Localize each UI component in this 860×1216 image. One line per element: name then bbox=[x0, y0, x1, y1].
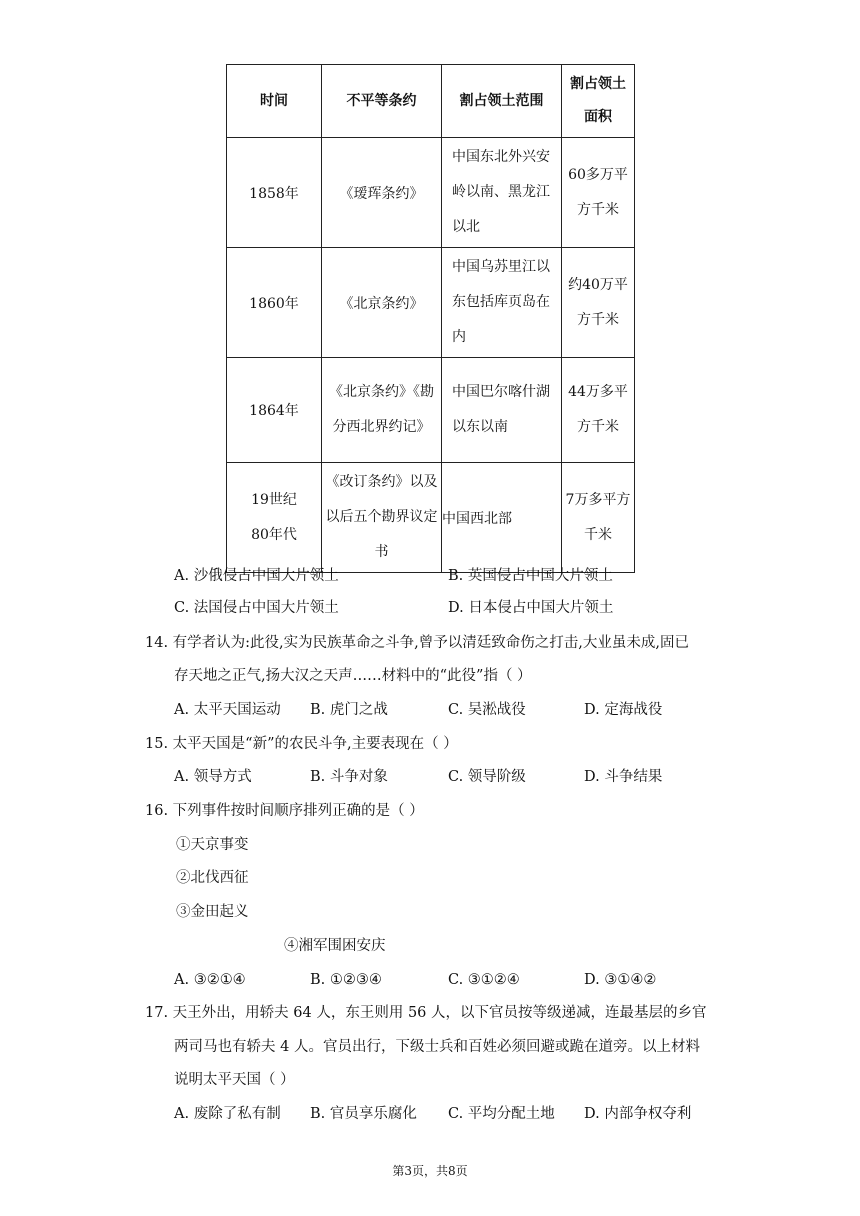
cell-time: 1864年 bbox=[227, 358, 322, 463]
q17-option-a[interactable]: A. 废除了私有制 bbox=[174, 1106, 281, 1122]
cell-treaty-text: 《改订条约》以及以后五个勘界议定书 bbox=[325, 474, 438, 560]
treaty-table bbox=[226, 64, 635, 573]
cell-time: 1860年 bbox=[227, 248, 322, 358]
q15-stem: 15. 太平天国是“新”的农民斗争,主要表现在（ ） bbox=[145, 736, 458, 752]
q17-stem-line1: 17. 天王外出，用轿夫 64 人，东王则用 56 人，以下官员按等级递减，连最基层的乡官 bbox=[145, 1005, 707, 1021]
cell-treaty-text: 《北京条约》《勘分西北界约记》 bbox=[329, 384, 434, 435]
table-header-row bbox=[227, 65, 635, 138]
cell-area bbox=[562, 138, 635, 248]
q17-stem-line3: 说明太平天国（ ） bbox=[174, 1072, 295, 1088]
header-time: 时间 bbox=[227, 65, 322, 138]
q16-item-4: ④湘军围困安庆 bbox=[284, 938, 386, 954]
cell-time-text: 19世纪80年代 bbox=[251, 491, 297, 543]
cell-scope bbox=[442, 248, 562, 358]
cell-area-text: 44万多平方千米 bbox=[568, 384, 628, 435]
q14-option-c[interactable]: C. 吴淞战役 bbox=[448, 702, 526, 718]
q17-option-c[interactable]: C. 平均分配土地 bbox=[448, 1106, 555, 1122]
q15-option-a[interactable]: A. 领导方式 bbox=[174, 769, 252, 785]
q16-option-a[interactable]: A. ③②①④ bbox=[174, 972, 246, 988]
cell-scope: 中国西北部 bbox=[442, 463, 562, 573]
cell-treaty bbox=[322, 463, 442, 573]
cell-time: 1858年 bbox=[227, 138, 322, 248]
cell-scope bbox=[442, 358, 562, 463]
cell-scope bbox=[442, 138, 562, 248]
header-area bbox=[562, 65, 635, 138]
q16-item-2: ②北伐西征 bbox=[176, 870, 249, 886]
q16-option-d[interactable]: D. ③①④② bbox=[584, 972, 657, 988]
cell-time bbox=[227, 463, 322, 573]
q16-stem: 16. 下列事件按时间顺序排列正确的是（ ） bbox=[145, 803, 424, 819]
cell-area-text: 7万多平方千米 bbox=[565, 491, 631, 543]
q16-option-c[interactable]: C. ③①②④ bbox=[448, 972, 520, 988]
cell-scope-text: 中国巴尔喀什湖以东以南 bbox=[452, 384, 550, 435]
q16-option-b[interactable]: B. ①②③④ bbox=[310, 972, 382, 988]
q15-option-c[interactable]: C. 领导阶级 bbox=[448, 769, 526, 785]
q15-option-b[interactable]: B. 斗争对象 bbox=[310, 769, 388, 785]
cell-treaty bbox=[322, 358, 442, 463]
table-row bbox=[227, 358, 635, 463]
header-scope: 割占领土范围 bbox=[442, 65, 562, 138]
q17-option-b[interactable]: B. 官员享乐腐化 bbox=[310, 1106, 417, 1122]
cell-area bbox=[562, 358, 635, 463]
q14-option-b[interactable]: B. 虎门之战 bbox=[310, 702, 388, 718]
cell-area-text: 60多万平方千米 bbox=[568, 166, 628, 218]
cell-area bbox=[562, 248, 635, 358]
q14-stem-line1: 14. 有学者认为:此役,实为民族革命之斗争,曾予以清廷致命伤之打击,大业虽未成,固已 bbox=[145, 635, 689, 651]
q13-option-d[interactable]: D. 日本侵占中国大片领土 bbox=[448, 600, 614, 616]
q13-option-b[interactable]: B. 英国侵占中国大片领土 bbox=[448, 568, 613, 584]
q16-item-1: ①天京事变 bbox=[176, 837, 249, 853]
cell-treaty: 《瑷珲条约》 bbox=[322, 138, 442, 248]
q14-option-a[interactable]: A. 太平天国运动 bbox=[174, 702, 281, 718]
page-number-footer: 第3页，共8页 bbox=[392, 1164, 468, 1178]
q14-option-d[interactable]: D. 定海战役 bbox=[584, 702, 663, 718]
q17-option-d[interactable]: D. 内部争权夺利 bbox=[584, 1106, 692, 1122]
q13-option-a[interactable]: A. 沙俄侵占中国大片领土 bbox=[174, 568, 339, 584]
table-row bbox=[227, 138, 635, 248]
cell-scope-text: 中国东北外兴安岭以南、黑龙江以北 bbox=[452, 149, 550, 235]
q13-option-c[interactable]: C. 法国侵占中国大片领土 bbox=[174, 600, 339, 616]
q15-option-d[interactable]: D. 斗争结果 bbox=[584, 769, 663, 785]
cell-area-text: 约40万平方千米 bbox=[568, 276, 628, 328]
header-treaty: 不平等条约 bbox=[322, 65, 442, 138]
q14-stem-line2: 存天地之正气,扬大汉之天声‥‥‥材料中的“此役”指（ ） bbox=[174, 668, 532, 684]
table-row bbox=[227, 463, 635, 573]
table-row bbox=[227, 248, 635, 358]
cell-scope-text: 中国乌苏里江以东包括库页岛在内 bbox=[452, 259, 550, 345]
header-area-text: 割占领土面积 bbox=[570, 76, 626, 125]
cell-area bbox=[562, 463, 635, 573]
q16-item-3: ③金田起义 bbox=[176, 904, 249, 920]
q17-stem-line2: 两司马也有轿夫 4 人。官员出行，下级士兵和百姓必须回避或跪在道旁。以上材料 bbox=[174, 1039, 700, 1055]
cell-treaty: 《北京条约》 bbox=[322, 248, 442, 358]
